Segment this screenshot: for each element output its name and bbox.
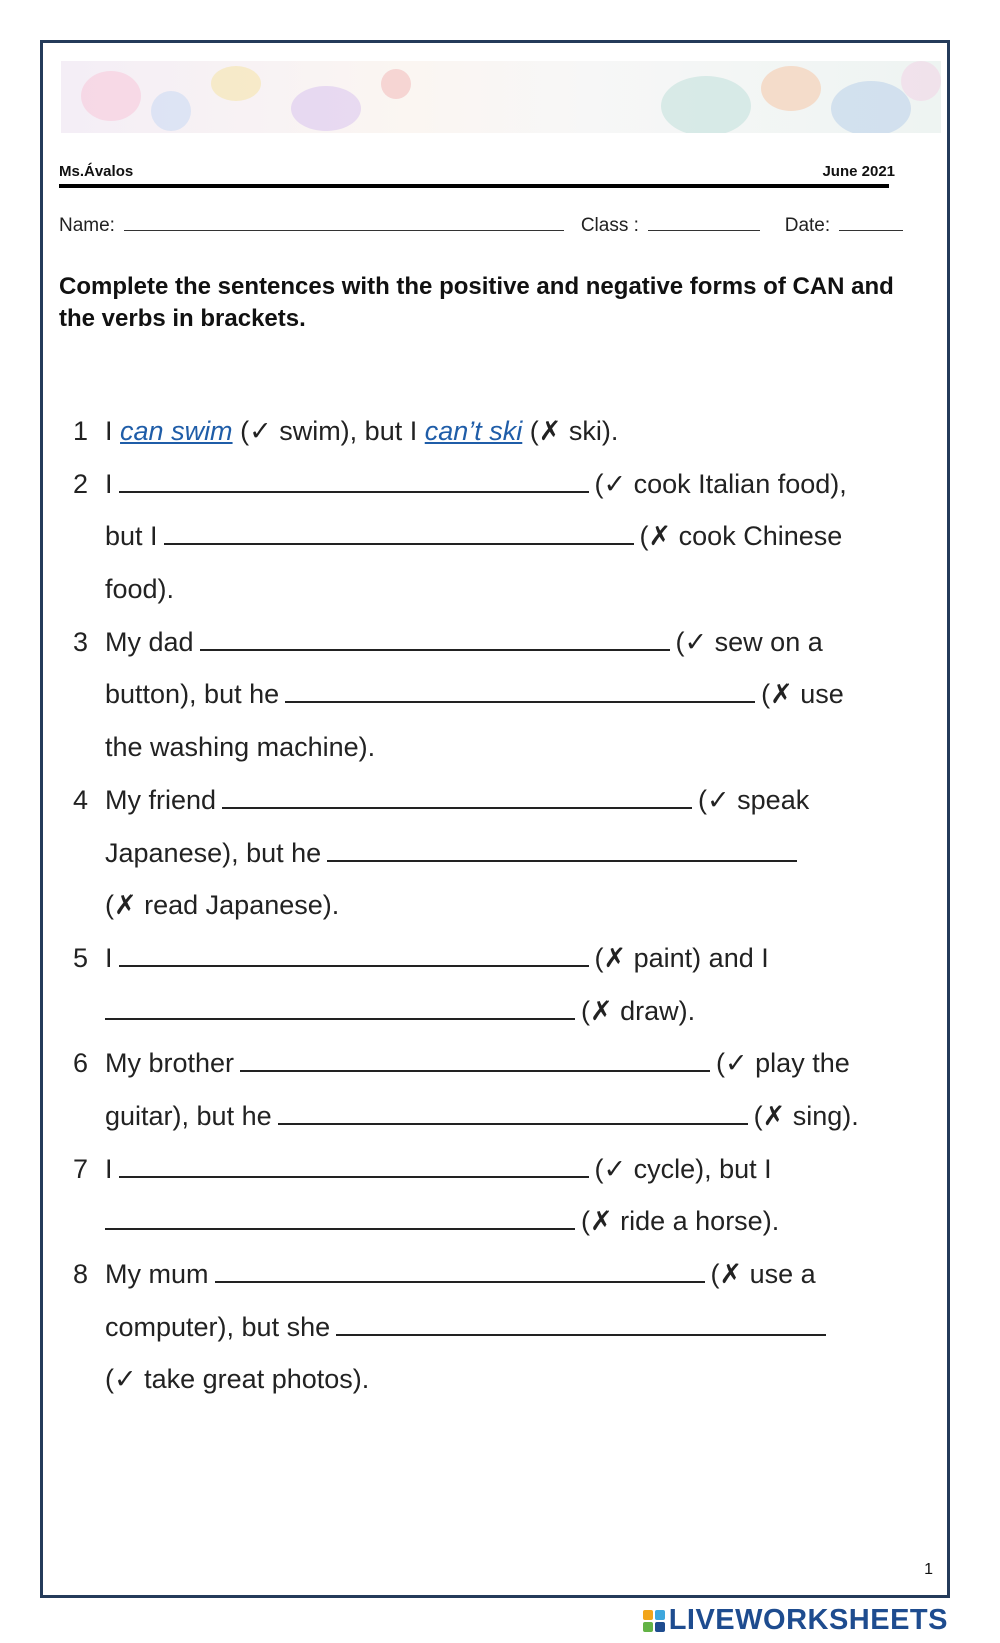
teacher-name: Ms.Ávalos — [59, 163, 134, 180]
list-item: 1 I can swim (✓ swim), but I can’t ski (✗ ski). — [73, 405, 923, 458]
date-label: Date: — [784, 215, 831, 236]
student-fields — [59, 214, 903, 237]
header-date: June 2021 — [822, 163, 895, 180]
decorative-banner — [61, 61, 941, 133]
answer-blank[interactable] — [278, 1103, 748, 1125]
page-number: 1 — [924, 1561, 933, 1578]
exercise-list: 1 I can swim (✓ swim), but I can’t ski (✗ ski). 2 I (✓ cook Italian food), but I (✗ cook Chinese food). 3 My dad (✓ sew on a button), but he (✗ use the washing machine). 4 My friend (✓ speak Japanese), but he (✗ read Japanese). 5 I (✗ paint) and I (✗ draw). 6 My brother (✓ play the guitar), but he (✗ sing). 7 I (✓ cycle), but I (✗ ride a horse). 8 My mum (✗ use a computer), but she (✓ take great photos). — [73, 405, 923, 1406]
list-item: 3 My dad (✓ sew on a — [73, 626, 823, 657]
date-field[interactable] — [839, 214, 903, 231]
liveworksheets-icon — [643, 1610, 665, 1632]
list-item: 8 My mum (✗ use a — [73, 1259, 816, 1289]
class-field[interactable] — [648, 214, 760, 231]
liveworksheets-logo[interactable] — [643, 1604, 948, 1637]
answer-blank[interactable] — [336, 1314, 826, 1336]
instruction-text: Complete the sentences with the positive and negative forms of CAN and the verbs in brackets. — [59, 273, 894, 332]
answer-blank[interactable] — [222, 787, 692, 809]
name-label: Name: — [59, 215, 115, 236]
answer-blank[interactable] — [119, 945, 589, 967]
example-answer: can swim — [120, 416, 233, 446]
list-item: 6 My brother (✓ play the — [73, 1048, 850, 1079]
list-item: 7 I (✓ cycle), but I — [73, 1153, 772, 1184]
list-item: 2 I (✓ cook Italian food), — [73, 468, 847, 499]
answer-blank[interactable] — [119, 1156, 589, 1178]
answer-blank[interactable] — [285, 681, 755, 703]
worksheet-page — [40, 40, 950, 1598]
answer-blank[interactable] — [200, 629, 670, 651]
answer-blank[interactable] — [327, 840, 797, 862]
answer-blank[interactable] — [164, 523, 634, 545]
list-item: 4 My friend (✓ speak — [73, 784, 810, 815]
answer-blank[interactable] — [105, 1208, 575, 1230]
answer-blank[interactable] — [105, 998, 575, 1020]
header-rule — [59, 184, 889, 188]
class-label: Class : — [580, 215, 639, 236]
answer-blank[interactable] — [240, 1050, 710, 1072]
item-number: 1 — [73, 416, 89, 446]
list-item: 5 I (✗ paint) and I — [73, 942, 769, 973]
name-field[interactable] — [124, 214, 564, 231]
example-answer: can’t ski — [424, 416, 523, 446]
answer-blank[interactable] — [119, 471, 589, 493]
answer-blank[interactable] — [215, 1261, 705, 1283]
brand-name: LIVEWORKSHEETS — [668, 1604, 948, 1636]
